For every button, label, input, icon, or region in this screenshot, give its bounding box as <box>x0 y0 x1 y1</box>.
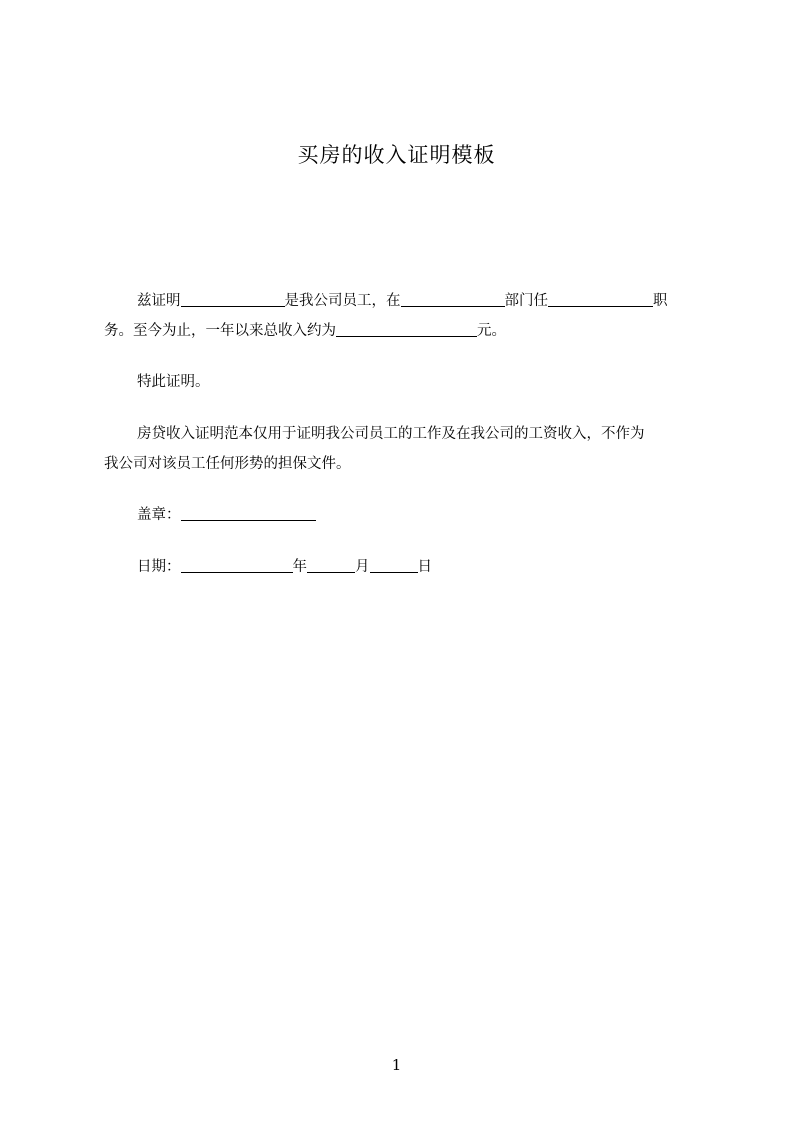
blank-year <box>181 556 293 573</box>
blank-seal <box>181 504 316 521</box>
blank-income-amount <box>336 320 477 337</box>
paragraph-certification <box>104 286 700 346</box>
blank-employee-name <box>181 290 285 307</box>
paragraph-seal <box>104 500 700 530</box>
blank-position <box>548 290 653 307</box>
text-position-suffix: 职 <box>653 293 668 309</box>
paragraph-date <box>104 552 700 582</box>
date-day-label: 日 <box>417 559 432 575</box>
blank-department <box>401 290 505 307</box>
text-department-position: 部门任 <box>504 293 548 309</box>
blank-day <box>370 556 418 573</box>
paragraph-hereby-certify <box>104 367 700 397</box>
date-line <box>104 552 700 582</box>
blank-month <box>307 556 355 573</box>
date-label: 日期： <box>137 559 181 575</box>
date-month-label: 月 <box>355 559 370 575</box>
paragraph-disclaimer <box>104 419 700 479</box>
paragraph-certification-line1 <box>104 286 700 316</box>
document-title: 买房的收入证明模板 <box>297 143 496 167</box>
text-annual-income: 务。至今为止，一年以来总收入约为 <box>104 323 336 339</box>
text-currency-unit: 元。 <box>477 323 506 339</box>
seal-label: 盖章： <box>137 507 181 523</box>
text-disclaimer-line2: 我公司对该员工任何形势的担保文件。 <box>104 456 351 472</box>
paragraph-certification-line2 <box>104 316 700 346</box>
text-hereby-certify: 特此证明。 <box>137 374 210 390</box>
seal-line <box>104 500 700 530</box>
text-disclaimer-line1: 房贷收入证明范本仅用于证明我公司员工的工作及在我公司的工资收入，不作为 <box>137 426 645 442</box>
page-number: 1 <box>391 1056 402 1074</box>
text-employee-of: 是我公司员工，在 <box>284 293 401 309</box>
text-certify-prefix: 兹证明 <box>137 293 181 309</box>
date-year-label: 年 <box>292 559 307 575</box>
